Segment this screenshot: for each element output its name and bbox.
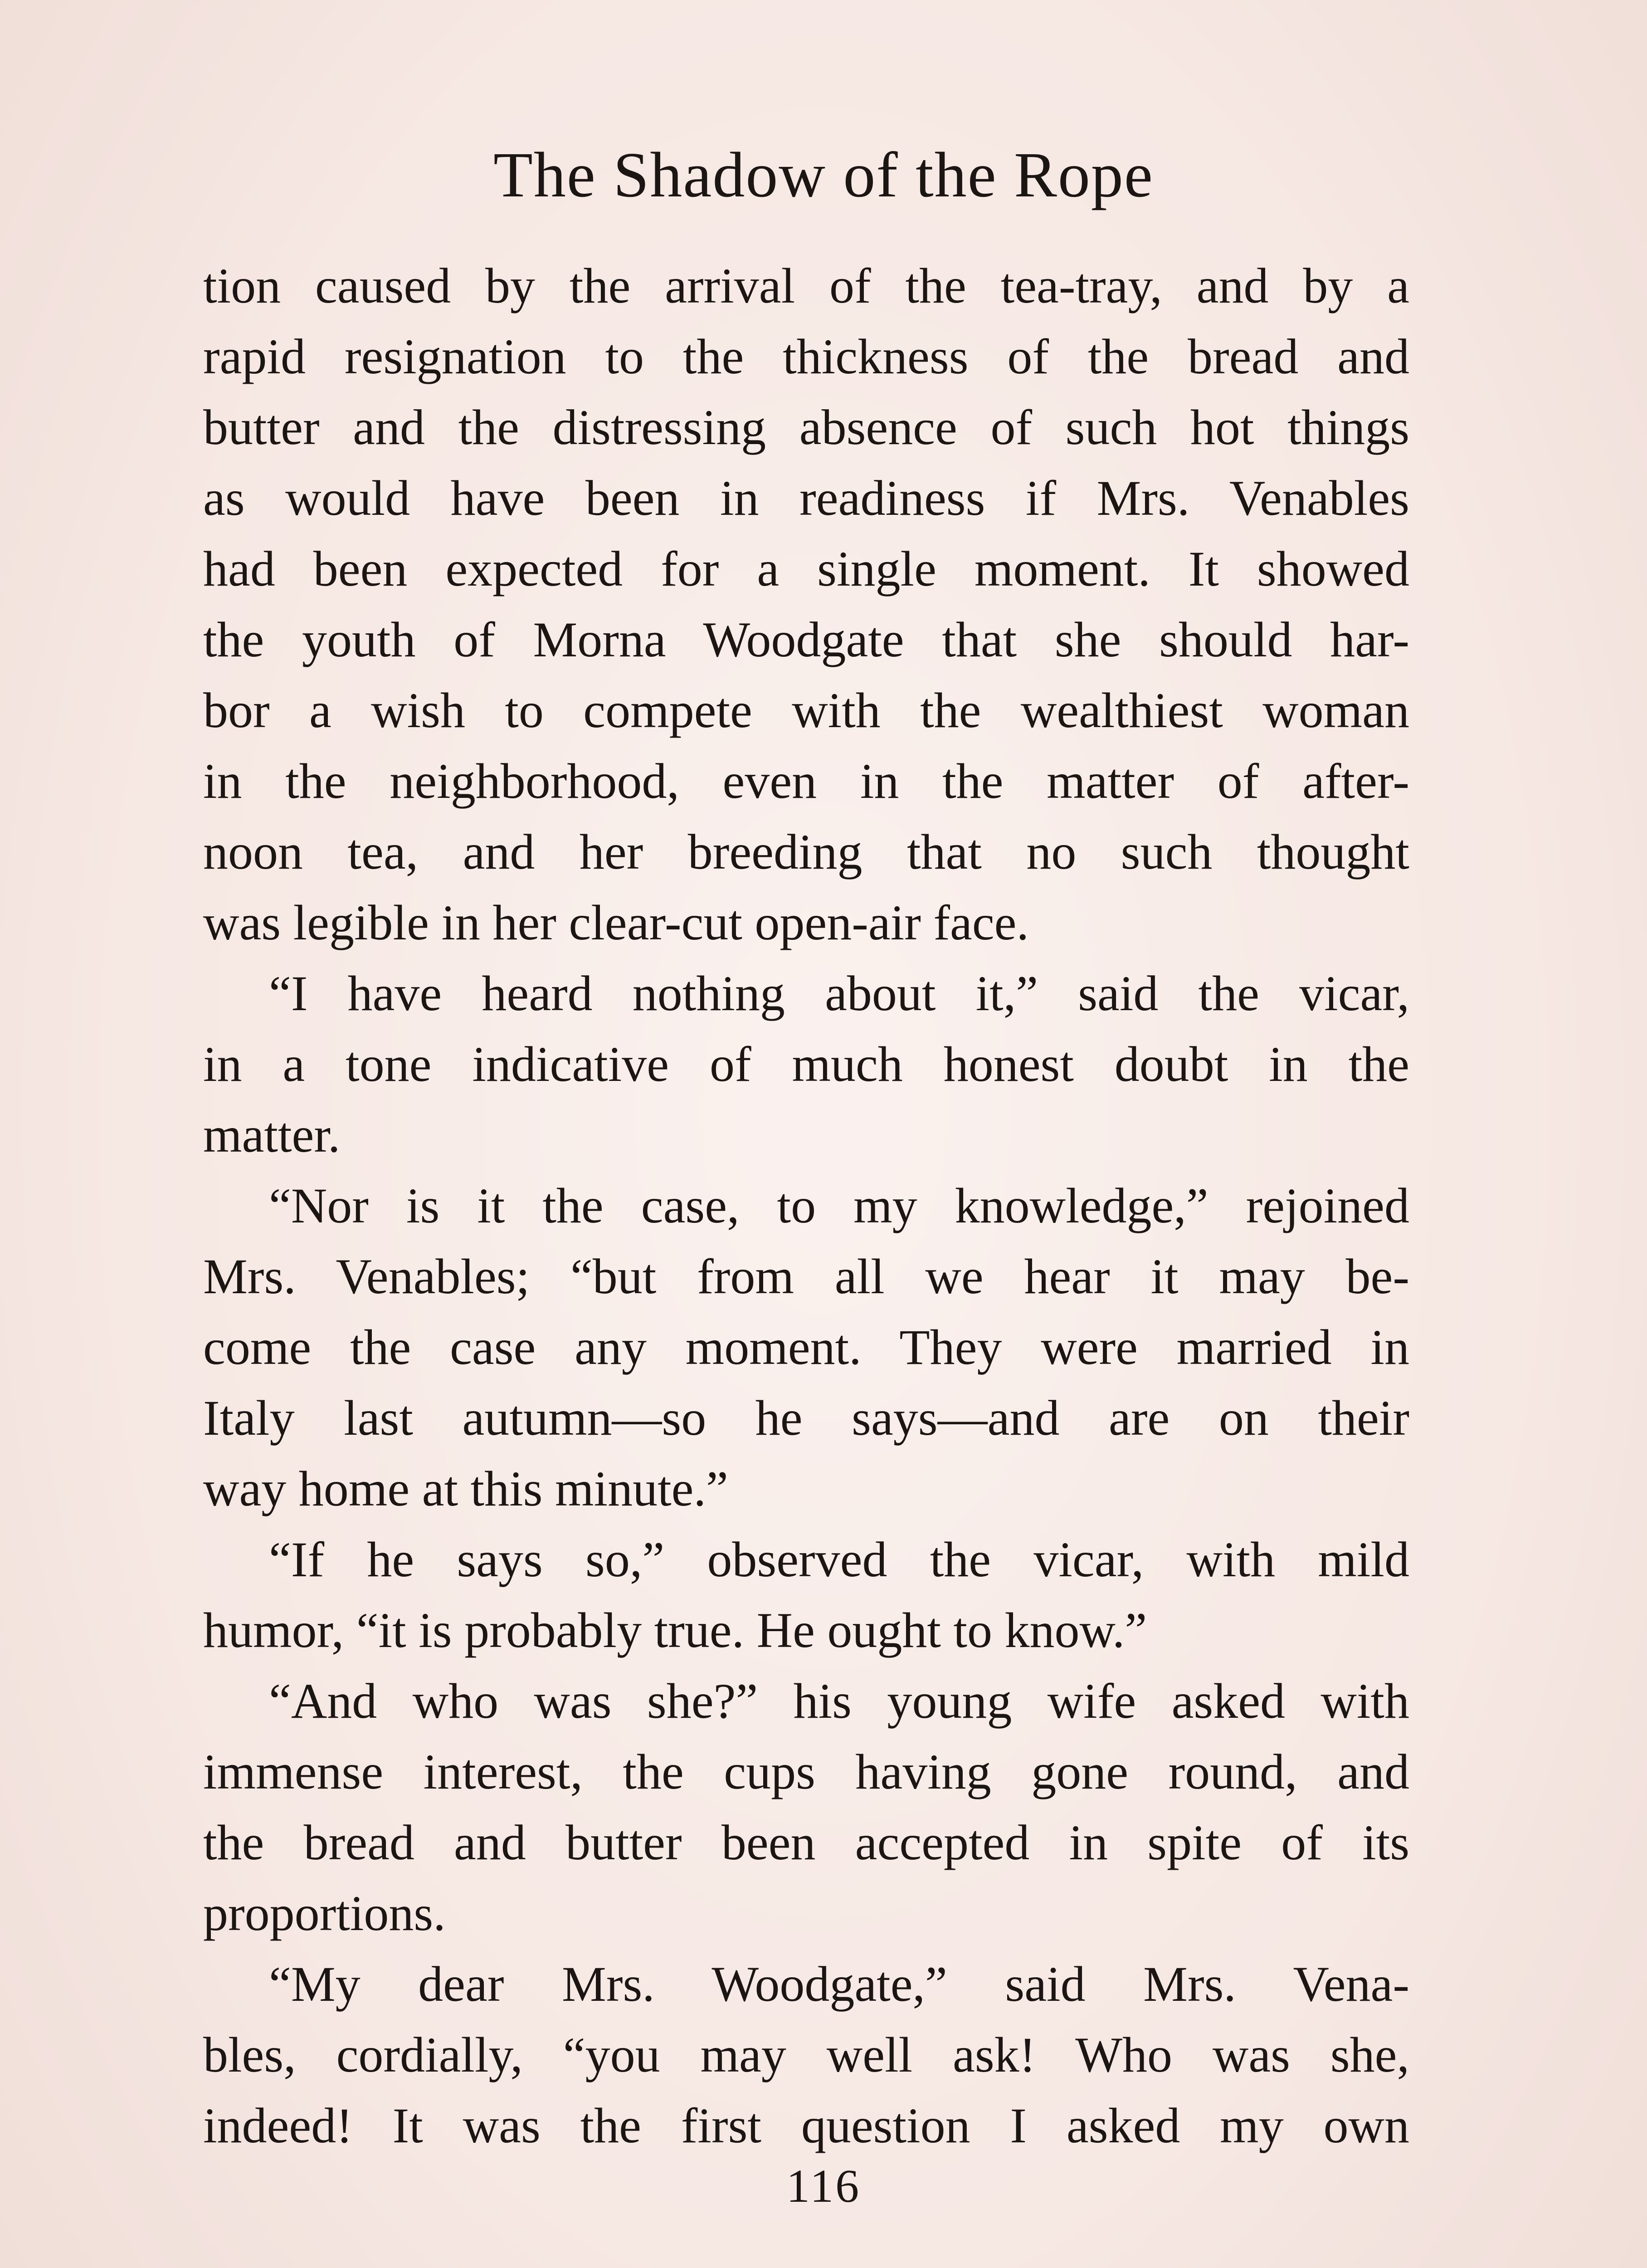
text-line: rapid resignation to the thickness of the bread and: [203, 329, 1409, 384]
text-line: come the case any moment. They were married in: [203, 1320, 1409, 1375]
text-line: “My dear Mrs. Woodgate,” said Mrs. Vena-: [269, 1956, 1409, 2012]
text-line: “And who was she?” his young wife asked with: [269, 1673, 1409, 1729]
text-line: Mrs. Venables; “but from all we hear it may be-: [203, 1249, 1409, 1304]
text-line: immense interest, the cups having gone round, and: [203, 1744, 1409, 1799]
text-line: proportions.: [203, 1886, 446, 1941]
text-line: the bread and butter been accepted in spite of its: [203, 1815, 1409, 1870]
running-head: The Shadow of the Rope: [493, 139, 1154, 210]
text-line: the youth of Morna Woodgate that she should har-: [203, 612, 1409, 667]
text-line: “I have heard nothing about it,” said the vicar,: [269, 966, 1409, 1021]
page-number: 116: [786, 2160, 861, 2212]
text-line: tion caused by the arrival of the tea-tray, and by a: [203, 258, 1409, 313]
text-line: humor, “it is probably true. He ought to know.”: [203, 1603, 1147, 1658]
text-line: “Nor is it the case, to my knowledge,” rejoined: [269, 1178, 1409, 1233]
body-text: [203, 250, 1409, 2161]
text-line: had been expected for a single moment. It showed: [203, 541, 1409, 596]
text-line: in a tone indicative of much honest doubt in the: [203, 1036, 1409, 1092]
text-line: noon tea, and her breeding that no such thought: [203, 824, 1409, 880]
text-line: matter.: [203, 1107, 341, 1163]
text-line: butter and the distressing absence of such hot things: [203, 400, 1409, 455]
text-line: was legible in her clear-cut open-air face.: [203, 895, 1029, 950]
text-line: bor a wish to compete with the wealthiest woman: [203, 683, 1409, 738]
text-line: in the neighborhood, even in the matter of after-: [203, 753, 1409, 809]
text-line: way home at this minute.”: [203, 1461, 728, 1516]
text-line: indeed! It was the first question I asked my own: [203, 2098, 1409, 2153]
text-line: Italy last autumn—so he says—and are on their: [203, 1390, 1409, 1446]
text-line: bles, cordially, “you may well ask! Who was she,: [203, 2027, 1409, 2082]
text-line: “If he says so,” observed the vicar, with mild: [269, 1532, 1409, 1587]
text-line: as would have been in readiness if Mrs. Venables: [203, 470, 1409, 526]
